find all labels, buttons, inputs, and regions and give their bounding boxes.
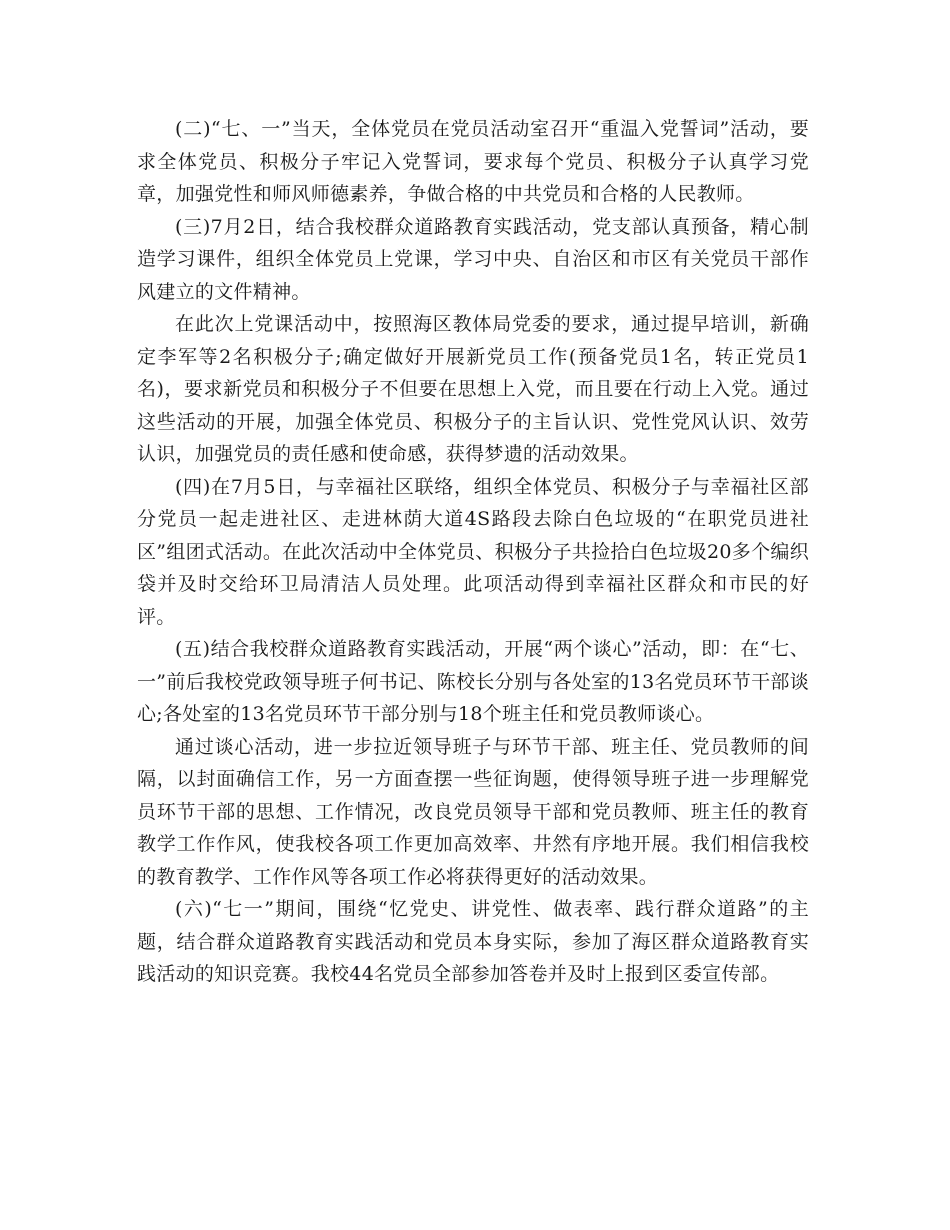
paragraph-5: (五)结合我校群众道路教育实践活动，开展“两个谈心”活动，即：在“七、一”前后我校党政领导班子何书记、陈校长分别与各处室的13名党员环节干部谈心;各处室的13名党员环节干部分别与18个班主任和党员教师谈心。 [137,638,809,725]
paragraph-talks: 通过谈心活动，进一步拉近领导班子与环节干部、班主任、党员教师的间隔，以封面确信工作，另一方面查摆一些征询题，使得领导班子进一步理解党员环节干部的思想、工作情况，改良党员领导干部和党员教师、班主任的教育教学工作作风，使我校各项工作更加高效率、井然有序地开展。我们相信我校的教育教学、工作作风等各项工作必将获得更好的活动效果。 [137,735,809,888]
document-page [137,113,809,991]
paragraph-2: (二)“七、一”当天，全体党员在党员活动室召开“重温入党誓词”活动，要求全体党员、积极分子牢记入党誓词，要求每个党员、积极分子认真学习党章，加强党性和师风师德素养，争做合格的中共党员和合格的人民教师。 [137,118,809,205]
paragraph-6: (六)“七一”期间，围绕“忆党史、讲党性、做表率、践行群众道路”的主题，结合群众道路教育实践活动和党员本身实际，参加了海区群众道路教育实践活动的知识竞赛。我校44名党员全部参加答卷并及时上报到区委宣传部。 [137,898,809,985]
paragraph-training: 在此次上党课活动中，按照海区教体局党委的要求，通过提早培训，新确定李军等2名积极分子;确定做好开展新党员工作(预备党员1名，转正党员1名)，要求新党员和积极分子不但要在思想上入党，而且要在行动上入党。通过这些活动的开展，加强全体党员、积极分子的主旨认识、党性党风认识、效劳认识，加强党员的责任感和使命感，获得梦遗的活动效果。 [137,313,809,465]
paragraph-4: (四)在7月5日，与幸福社区联络，组织全体党员、积极分子与幸福社区部分党员一起走进社区、走进林荫大道4S路段去除白色垃圾的“在职党员进社区”组团式活动。在此次活动中全体党员、积极分子共捡拾白色垃圾20多个编织袋并及时交给环卫局清洁人员处理。此项活动得到幸福社区群众和市民的好评。 [137,475,809,628]
paragraph-3: (三)7月2日，结合我校群众道路教育实践活动，党支部认真预备，精心制造学习课件，组织全体党员上党课，学习中央、自治区和市区有关党员干部作风建立的文件精神。 [137,215,809,303]
